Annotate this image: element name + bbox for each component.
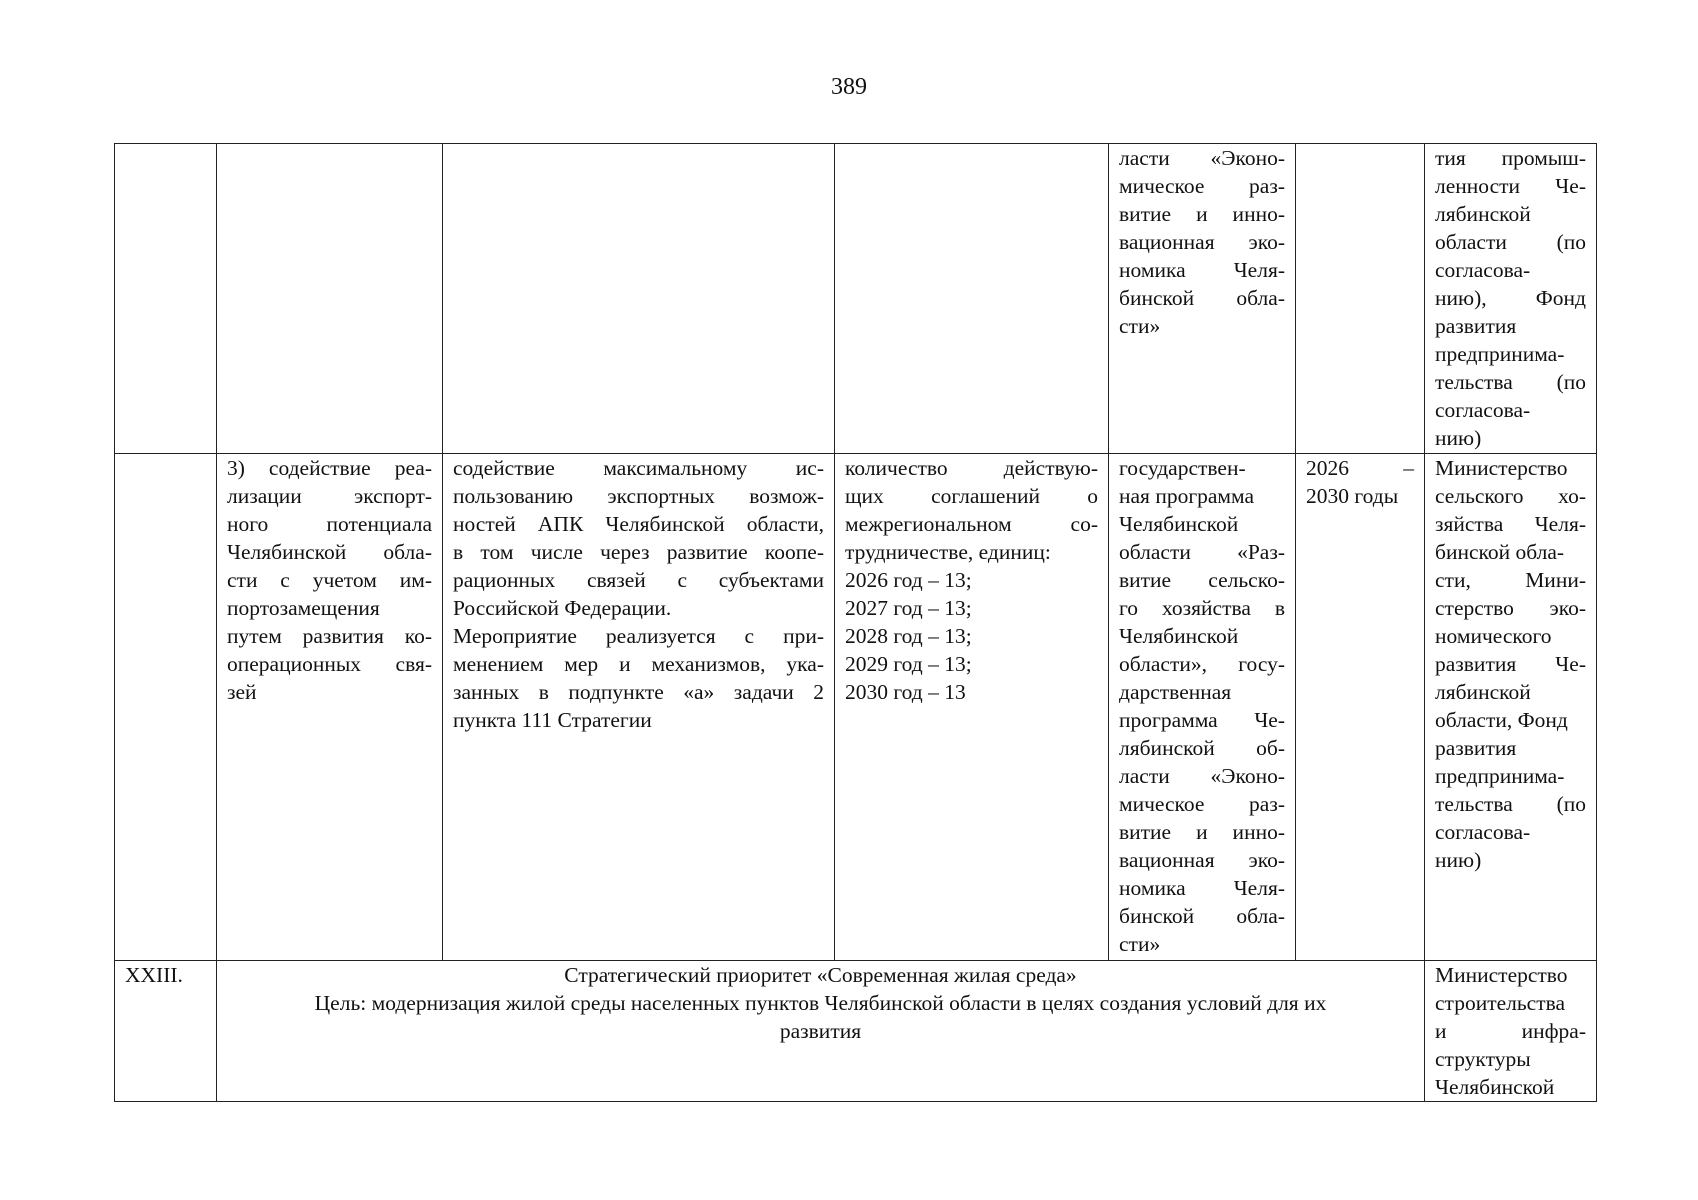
cell-measure	[443, 454, 835, 961]
responsible-line: Челябинской	[1435, 1075, 1555, 1099]
priority-goal-continued: развития	[779, 1019, 862, 1043]
program-line: вационная эко-	[1119, 848, 1285, 872]
cell-indicator	[835, 454, 1109, 961]
measure-line: занных в подпункте «а» задачи 2	[453, 680, 824, 704]
program-line: Челябинской	[1119, 624, 1239, 648]
measure-line: Российской Федерации.	[453, 596, 672, 620]
program-line: номика Челя-	[1119, 876, 1285, 900]
responsible-line: области (по	[1435, 230, 1586, 254]
task-line: операционных свя-	[227, 652, 432, 676]
program-line: области», госу-	[1119, 652, 1285, 676]
responsible-line: бинской обла-	[1435, 540, 1565, 564]
indicator-line: трудничестве, единиц:	[845, 540, 1051, 564]
priority-title: Стратегический приоритет «Современная жилая среда»	[564, 963, 1077, 987]
program-line: государствен-	[1119, 456, 1246, 480]
cell-responsible	[1425, 454, 1597, 961]
program-line: ласти «Эконо-	[1119, 146, 1285, 170]
indicator-value-2028: 2028 год – 13;	[845, 624, 972, 648]
responsible-line: тельства (по	[1435, 792, 1586, 816]
measure-line: в том числе через развитие коопе-	[453, 540, 824, 564]
cell-responsible	[1425, 961, 1597, 1102]
program-line: бинской обла-	[1119, 286, 1285, 310]
program-line: Челябинской	[1119, 512, 1239, 536]
program-line: мическое раз-	[1119, 174, 1285, 198]
responsible-line: структуры	[1435, 1047, 1531, 1071]
responsible-line: Министерство	[1435, 963, 1568, 987]
measure-line: Мероприятие реализуется с при-	[453, 624, 824, 648]
responsible-line: сельского хо-	[1435, 484, 1586, 508]
program-line: витие и инно-	[1119, 202, 1285, 226]
table-row-priority-xxiii	[115, 961, 1597, 1102]
cell-number	[115, 454, 217, 961]
cell-priority	[217, 961, 1425, 1102]
responsible-line: предпринима-	[1435, 342, 1565, 366]
responsible-line: согласова-	[1435, 258, 1531, 282]
program-line: бинской обла-	[1119, 904, 1285, 928]
cell-indicator	[835, 144, 1109, 454]
responsible-line: номического	[1435, 624, 1552, 648]
responsible-line: лябинской	[1435, 202, 1531, 226]
program-line: сти»	[1119, 314, 1161, 338]
program-line: ласти «Эконо-	[1119, 764, 1285, 788]
cell-measure	[443, 144, 835, 454]
cell-responsible	[1425, 144, 1597, 454]
measure-line: рационных связей с субъектами	[453, 568, 824, 592]
responsible-line: и инфра-	[1435, 1019, 1586, 1043]
responsible-line: нию)	[1435, 426, 1482, 450]
responsible-line: согласова-	[1435, 398, 1531, 422]
task-line: зей	[227, 680, 257, 704]
responsible-line: строительства	[1435, 991, 1566, 1015]
responsible-line: ленности Че-	[1435, 174, 1586, 198]
measure-line: содействие максимальному ис-	[453, 456, 824, 480]
program-line: лябинской об-	[1119, 736, 1285, 760]
task-line: ного потенциала	[227, 512, 432, 536]
program-line: витие и инно-	[1119, 820, 1285, 844]
responsible-line: Министерство	[1435, 456, 1568, 480]
responsible-line: нию)	[1435, 848, 1482, 872]
program-line: дарственная	[1119, 680, 1232, 704]
measure-line: пункта 111 Стратегии	[453, 708, 652, 732]
cell-number	[115, 144, 217, 454]
responsible-line: согласова-	[1435, 820, 1531, 844]
program-line: мическое раз-	[1119, 792, 1285, 816]
indicator-line: количество действую-	[845, 456, 1098, 480]
program-line: сти»	[1119, 932, 1161, 956]
task-line: портозамещения	[227, 596, 380, 620]
program-line: го хозяйства в	[1119, 596, 1285, 620]
task-line: путем развития ко-	[227, 624, 432, 648]
measure-line: менением мер и механизмов, ука-	[453, 652, 824, 676]
indicator-value-2030: 2030 год – 13	[845, 680, 966, 704]
program-line: области «Раз-	[1119, 540, 1285, 564]
priority-goal: Цель: модернизация жилой среды населенных пунктов Челябинской области в целях создания условий для их	[314, 991, 1327, 1015]
program-line: витие сельско-	[1119, 568, 1285, 592]
responsible-line: тельства (по	[1435, 370, 1586, 394]
cell-task	[217, 144, 443, 454]
measure-line: пользованию экспортных возмож-	[453, 484, 824, 508]
responsible-line: сти, Мини-	[1435, 568, 1586, 592]
cell-period	[1296, 144, 1425, 454]
period-line: 2030 годы	[1306, 484, 1399, 508]
program-line: вационная эко-	[1119, 230, 1285, 254]
responsible-line: лябинской	[1435, 680, 1531, 704]
responsible-line: развития Че-	[1435, 652, 1586, 676]
table-row-continuation	[115, 144, 1597, 454]
indicator-line: межрегиональном со-	[845, 512, 1098, 536]
measure-line: ностей АПК Челябинской области,	[453, 512, 824, 536]
responsible-line: развития	[1435, 736, 1517, 760]
indicator-line: щих соглашений о	[845, 484, 1098, 508]
cell-number: XXIII.	[115, 961, 217, 1102]
page-number: 389	[831, 74, 867, 100]
responsible-line: тия промыш-	[1435, 146, 1586, 170]
indicator-value-2027: 2027 год – 13;	[845, 596, 972, 620]
cell-program	[1109, 144, 1296, 454]
strategy-table	[114, 143, 1597, 1102]
responsible-line: области, Фонд	[1435, 708, 1568, 732]
responsible-line: стерство эко-	[1435, 596, 1586, 620]
period-line: 2026 –	[1306, 456, 1414, 480]
responsible-line: развития	[1435, 314, 1517, 338]
program-line: ная программа	[1119, 484, 1255, 508]
responsible-line: зяйства Челя-	[1435, 512, 1586, 536]
table-row-activity-3	[115, 454, 1597, 961]
responsible-line: нию), Фонд	[1435, 286, 1586, 310]
program-line: номика Челя-	[1119, 258, 1285, 282]
task-line: 3) содействие реа-	[227, 456, 432, 480]
task-line: сти с учетом им-	[227, 568, 432, 592]
task-line: Челябинской обла-	[227, 540, 432, 564]
responsible-line: предпринима-	[1435, 764, 1565, 788]
indicator-value-2026: 2026 год – 13;	[845, 568, 972, 592]
cell-period	[1296, 454, 1425, 961]
task-line: лизации экспорт-	[227, 484, 432, 508]
indicator-value-2029: 2029 год – 13;	[845, 652, 972, 676]
program-line: программа Че-	[1119, 708, 1285, 732]
cell-program	[1109, 454, 1296, 961]
cell-task	[217, 454, 443, 961]
